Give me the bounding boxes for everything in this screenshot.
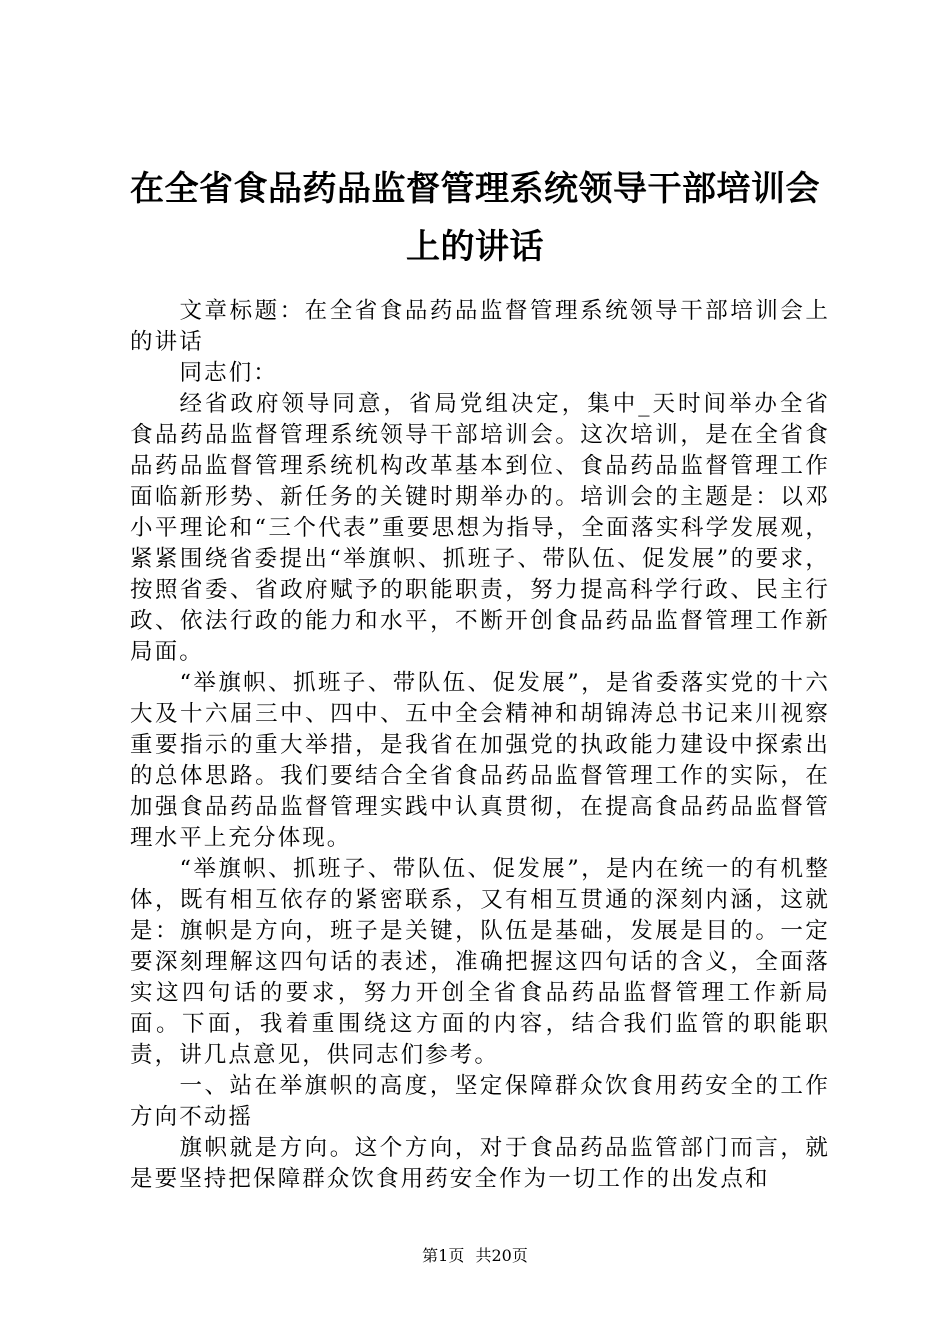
page-footer [0, 1246, 950, 1266]
paragraph-context: “举旗帜、抓班子、带队伍、促发展”，是省委落实党的十六大及十六届三中、四中、五中全会精神和胡锦涛总书记来川视察重要指示的重大举措，是我省在加强党的执政能力建设中探索出的总体思路。我们要结合全省食品药品监督管理工作的实际，在加强食品药品监督管理实践中认真贯彻，在提高食品药品监督管理水平上充分体现。 [130, 670, 830, 851]
page-total: 共20页 [475, 1246, 528, 1265]
document-title: 在全省食品药品监督管理系统领导干部培训会上的讲话 [130, 169, 820, 267]
paragraph-salutation: 同志们： [179, 360, 278, 386]
paragraph-section-1: 旗帜就是方向。这个方向，对于食品药品监管部门而言，就是要坚持把保障群众饮食用药安全作为一切工作的出发点和 [130, 1135, 830, 1192]
section-heading-1: 一、站在举旗帜的高度，坚定保障群众饮食用药安全的工作方向不动摇 [130, 1073, 830, 1130]
paragraph-intro: 经省政府领导同意，省局党组决定，集中_天时间举办全省食品药品监督管理系统领导干部培训会。这次培训，是在全省食品药品监督管理系统机构改革基本到位、食品药品监督管理工作面临新形势、新任务的关键时期举办的。培训会的主题是：以邓小平理论和“三个代表”重要思想为指导，全面落实科学发展观，紧紧围绕省委提出“举旗帜、抓班子、带队伍、促发展”的要求，按照省委、省政府赋予的职能职责，努力提高科学行政、民主行政、依法行政的能力和水平，不断开创食品药品监督管理工作新局面。 [130, 391, 830, 665]
document-body [130, 296, 830, 1195]
page-number: 第1页 [422, 1246, 465, 1265]
paragraph-article-title: 文章标题：在全省食品药品监督管理系统领导干部培训会上的讲话 [130, 298, 830, 355]
paragraph-overview: “举旗帜、抓班子、带队伍、促发展”，是内在统一的有机整体，既有相互依存的紧密联系，又有相互贯通的深刻内涵，这就是：旗帜是方向，班子是关键，队伍是基础，发展是目的。一定要深刻理解这四句话的表述，准确把握这四句话的含义，全面落实这四句话的要求，努力开创全省食品药品监督管理工作新局面。下面，我着重围绕这方面的内容，结合我们监管的职能职责，讲几点意见，供同志们参考。 [130, 856, 830, 1068]
